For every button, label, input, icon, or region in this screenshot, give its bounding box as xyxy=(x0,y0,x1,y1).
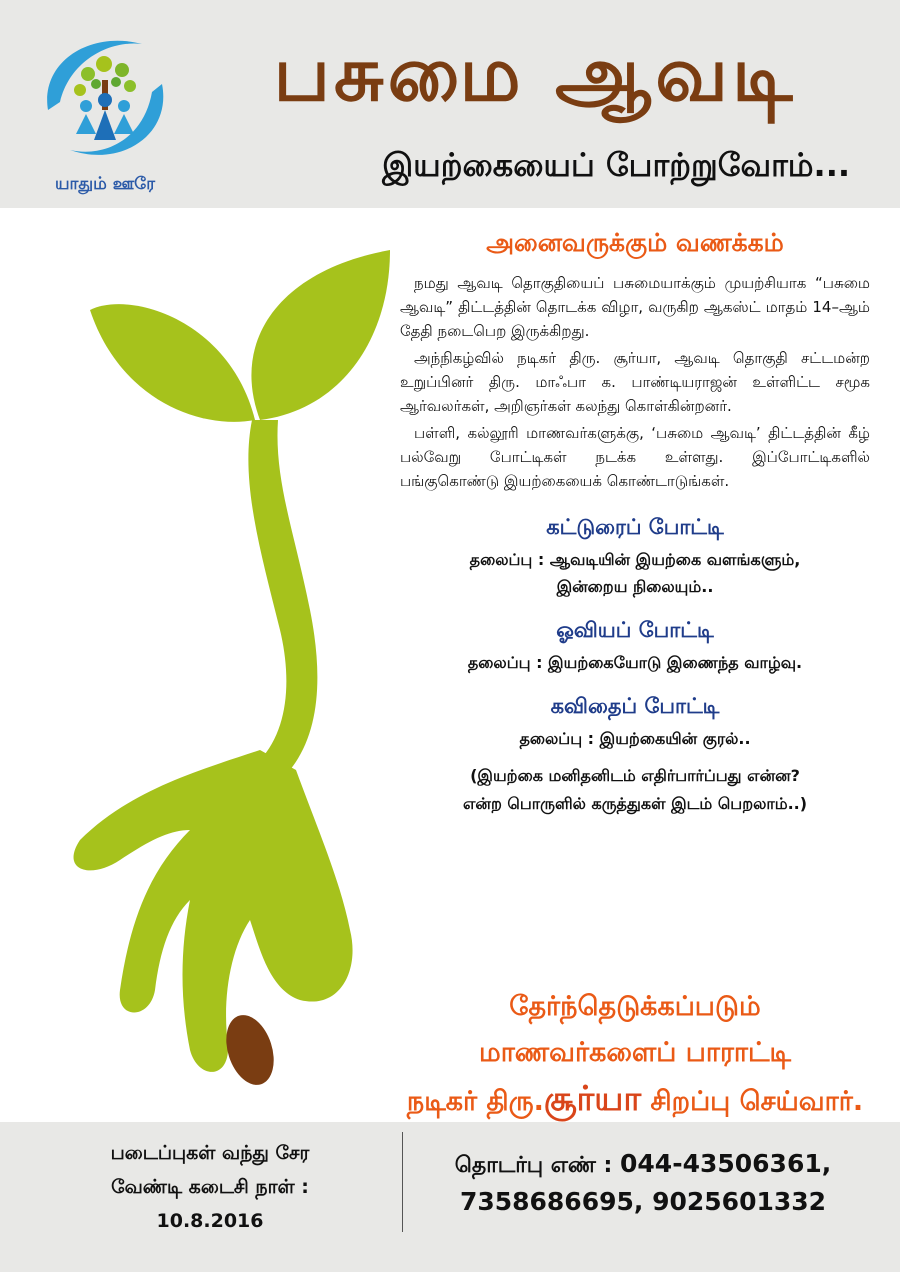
appreciation-line: மாணவர்களைப் பாராட்டி xyxy=(478,1037,792,1068)
intro-paragraph: அந்நிகழ்வில் நடிகர் திரு. சூர்யா, ஆவடி தொகுதி சட்டமன்ற உறுப்பினர் திரு. மாஃபா க. பாண்டியராஜன் உள்ளிட்ட சமூக ஆர்வலர்கள், அறிஞர்கள் கலந்து கொள்கின்றனர். xyxy=(400,349,870,415)
appreciation-prefix: நடிகர் திரு. xyxy=(406,1086,544,1117)
intro-paragraph: பள்ளி, கல்லூரி மாணவர்களுக்கு, ‘பசுமை ஆவடி’ திட்டத்தின் கீழ் பல்வேறு போட்டிகள் நடக்க உள்ளது. இப்போட்டிகளில் பங்குகொண்டு இயற்கையைக் கொண்டாடுங்கள். xyxy=(400,424,870,490)
poetry-topic: தலைப்பு : இயற்கையின் குரல்.. xyxy=(519,729,751,748)
logo-caption: யாதும் ஊரே xyxy=(54,174,156,194)
appreciation-line xyxy=(390,1076,880,1125)
tagline: இயற்கையைப் போற்றுவோம்... xyxy=(382,146,850,184)
essay-topic-line: இன்றைய நிலையும்.. xyxy=(556,577,714,596)
submission-deadline xyxy=(40,1136,380,1238)
sprout-hand-icon xyxy=(60,230,390,1130)
contact-line xyxy=(418,1146,868,1184)
appreciation-line: தேர்ந்தெடுக்கப்படும் xyxy=(509,991,761,1022)
greeting-heading: அனைவருக்கும் வணக்கம் xyxy=(486,228,784,257)
contact-info xyxy=(418,1146,868,1220)
contact-phone: 7358686695, 9025601332 xyxy=(459,1187,827,1216)
content-column xyxy=(400,224,870,818)
footer-divider xyxy=(402,1132,403,1232)
page-title: பசுமை ஆவடி xyxy=(273,29,797,118)
deadline-line: வேண்டி கடைசி நாள் : xyxy=(111,1176,309,1198)
actor-name: சூர்யா xyxy=(543,1079,642,1119)
poetry-note xyxy=(400,762,870,818)
appreciation-suffix: சிறப்பு செய்வார். xyxy=(641,1086,864,1117)
deadline-date: 10.8.2016 xyxy=(156,1210,264,1232)
drawing-competition-title: ஓவியப் போட்டி xyxy=(556,618,714,642)
essay-topic-line: தலைப்பு : ஆவடியின் இயற்கை வளங்களும், xyxy=(469,550,801,569)
poetry-note-line: என்ற பொருளில் கருத்துகள் இடம் பெறலாம்..) xyxy=(462,794,808,813)
drawing-topic: தலைப்பு : இயற்கையோடு இணைந்த வாழ்வு. xyxy=(467,653,803,672)
contact-label: தொடர்பு எண் : xyxy=(454,1153,621,1178)
people-tree-logo-icon xyxy=(30,22,180,172)
deadline-line: படைப்புகள் வந்து சேர xyxy=(110,1142,310,1164)
contact-phone: 044-43506361, xyxy=(620,1149,832,1178)
essay-topic xyxy=(400,546,870,600)
appreciation-block xyxy=(390,984,880,1125)
poetry-competition-title: கவிதைப் போட்டி xyxy=(550,694,720,718)
poetry-note-line: (இயற்கை மனிதனிடம் எதிர்பார்ப்பது என்ன? xyxy=(470,766,800,785)
intro-paragraph: நமது ஆவடி தொகுதியைப் பசுமையாக்கும் முயற்சியாக “பசுமை ஆவடி” திட்டத்தின் தொடக்க விழா, வருகிற ஆகஸ்ட் மாதம் 14–ஆம் தேதி நடைபெற இருக்கிறது. xyxy=(400,274,870,340)
organization-logo xyxy=(30,22,180,172)
sprout-illustration xyxy=(60,230,390,1130)
essay-competition-title: கட்டுரைப் போட்டி xyxy=(546,515,724,539)
